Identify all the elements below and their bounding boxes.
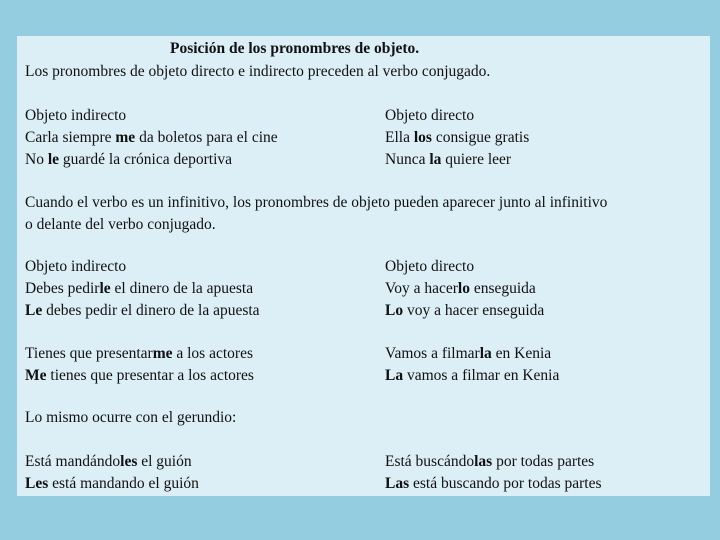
s2-left-line-2: Tienes que presentarme a los actores: [25, 345, 253, 362]
s2-left-line-1: Le debes pedir el dinero de la apuesta: [25, 302, 260, 319]
s1-right-heading: Objeto directo: [385, 107, 475, 124]
s1-left-line-0: Carla siempre me da boletos para el cine: [25, 129, 278, 146]
s3-left-line-0: Está mandándoles el guión: [25, 453, 192, 470]
gerund-note: Lo mismo ocurre con el gerundio:: [25, 409, 237, 426]
infinitive-note-line-1: Cuando el verbo es un infinitivo, los pronombres de objeto pueden aparecer junto al infinitivo: [25, 194, 608, 211]
s3-right-line-0: Está buscándolas por todas partes: [385, 453, 595, 470]
slide-title: Posición de los pronombres de objeto.: [170, 40, 420, 57]
s1-right-line-0: Ella los consigue gratis: [385, 129, 530, 146]
s2-left-line-0: Debes pedirle el dinero de la apuesta: [25, 280, 254, 297]
s3-right-line-1: Las está buscando por todas partes: [385, 475, 602, 492]
intro-text: Los pronombres de objeto directo e indirecto preceden al verbo conjugado.: [25, 63, 491, 80]
s2-left-line-3: Me tienes que presentar a los actores: [25, 367, 254, 384]
s2-right-line-2: Vamos a filmarla en Kenia: [385, 345, 552, 362]
s1-left-line-1: No le guardé la crónica deportiva: [25, 151, 233, 168]
s1-left-heading: Objeto indirecto: [25, 107, 127, 124]
s2-right-heading: Objeto directo: [385, 258, 475, 275]
s2-right-line-3: La vamos a filmar en Kenia: [385, 367, 560, 384]
s3-left-line-1: Les está mandando el guión: [25, 475, 199, 492]
s2-left-heading: Objeto indirecto: [25, 258, 127, 275]
s2-right-line-1: Lo voy a hacer enseguida: [385, 302, 545, 319]
slide: [17, 36, 710, 496]
s2-right-line-0: Voy a hacerlo enseguida: [385, 280, 536, 297]
infinitive-note-line-2: o delante del verbo conjugado.: [25, 216, 216, 233]
s1-right-line-1: Nunca la quiere leer: [385, 151, 512, 168]
